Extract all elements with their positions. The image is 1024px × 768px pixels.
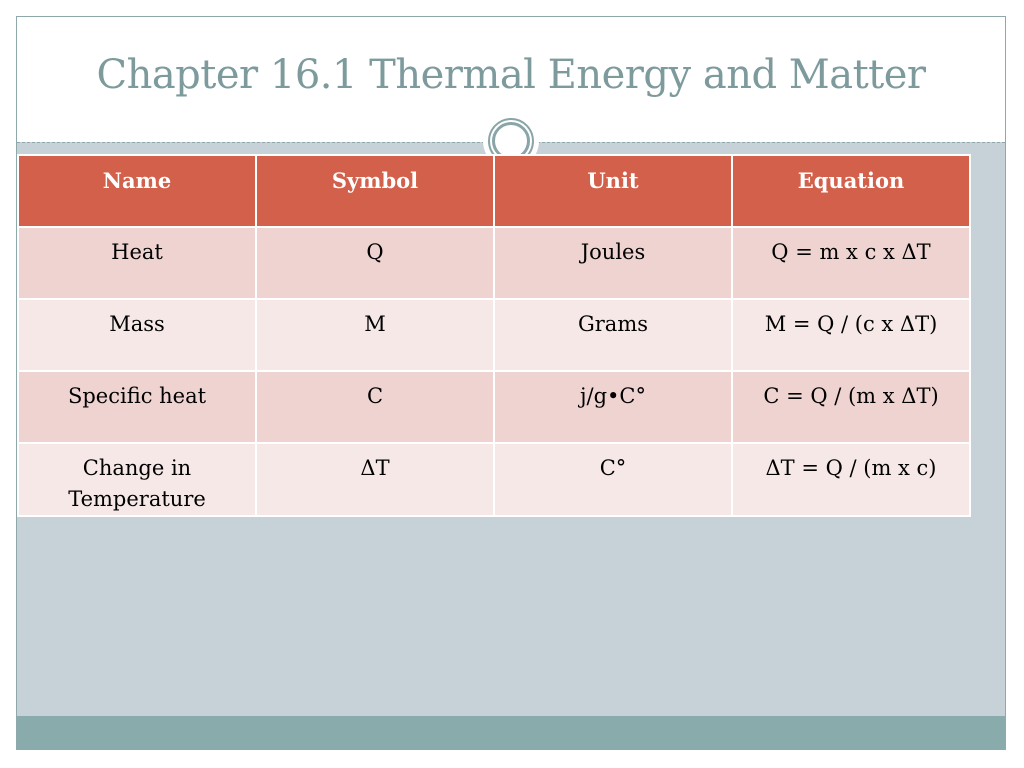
cell-symbol: ΔT	[256, 443, 494, 516]
cell-equation: M = Q / (c x ΔT)	[732, 299, 970, 371]
table-header-row	[18, 155, 970, 227]
cell-equation: ΔT = Q / (m x c)	[732, 443, 970, 516]
slide-title: Chapter 16.1 Thermal Energy and Matter	[96, 52, 926, 98]
cell-equation: Q = m x c x ΔT	[732, 227, 970, 299]
cell-unit: j/g•C°	[494, 371, 732, 443]
header-equation: Equation	[732, 155, 970, 227]
cell-symbol: M	[256, 299, 494, 371]
header-symbol: Symbol	[256, 155, 494, 227]
cell-name: Mass	[18, 299, 256, 371]
header-unit: Unit	[494, 155, 732, 227]
cell-name: Specific heat	[18, 371, 256, 443]
table-row	[18, 299, 970, 371]
table-row	[18, 227, 970, 299]
cell-name: Change in Temperature	[18, 443, 256, 516]
header-name: Name	[18, 155, 256, 227]
table-row	[18, 371, 970, 443]
cell-symbol: Q	[256, 227, 494, 299]
cell-unit: C°	[494, 443, 732, 516]
cell-unit: Grams	[494, 299, 732, 371]
thermal-energy-table	[17, 154, 971, 517]
cell-name: Heat	[18, 227, 256, 299]
table-row	[18, 443, 970, 516]
footer-bar	[17, 716, 1005, 749]
cell-equation: C = Q / (m x ΔT)	[732, 371, 970, 443]
cell-unit: Joules	[494, 227, 732, 299]
cell-symbol: C	[256, 371, 494, 443]
